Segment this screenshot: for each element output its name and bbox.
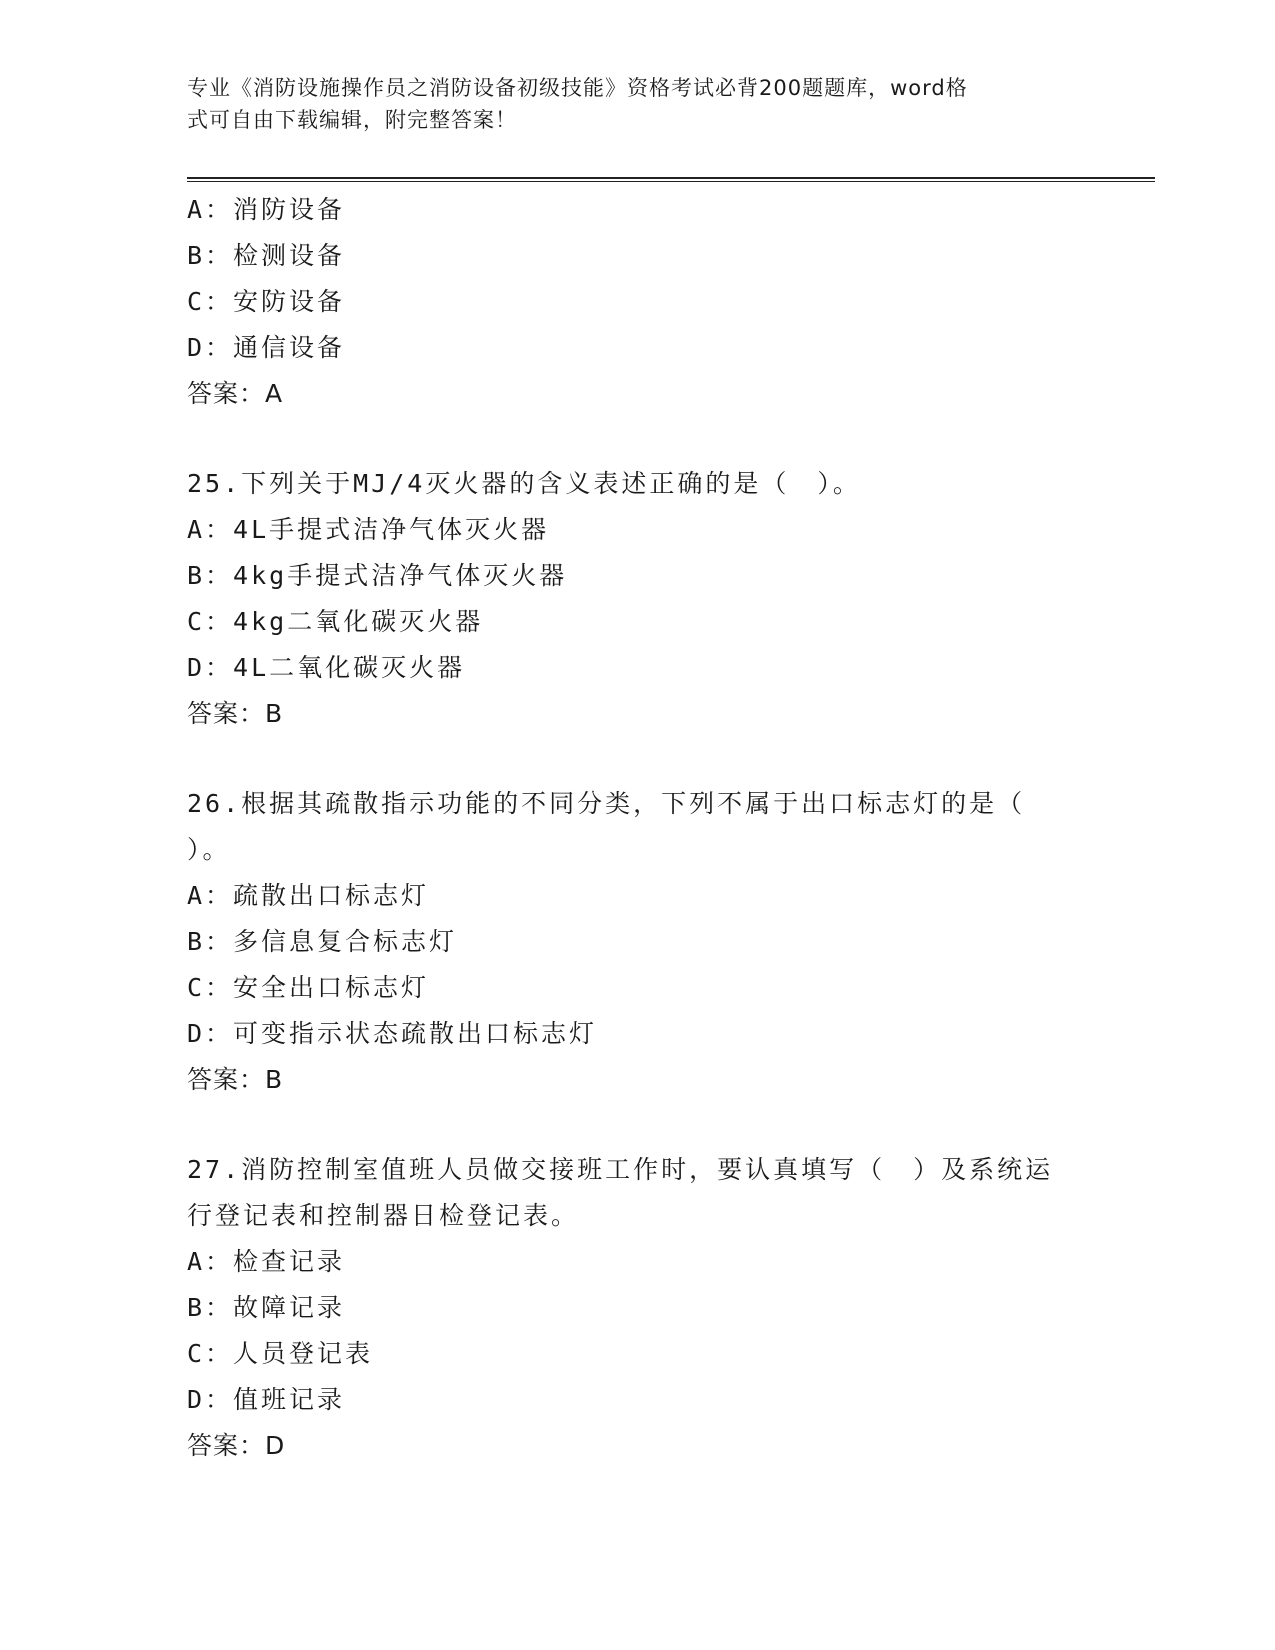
option-c: C：人员登记表 bbox=[187, 1339, 374, 1368]
answer-text: 答案：D bbox=[187, 1431, 286, 1460]
option-a: A：疏散出口标志灯 bbox=[187, 881, 430, 910]
question-text: 25.下列关于MJ/4灭火器的含义表述正确的是（ ）。 bbox=[187, 469, 861, 498]
option-c: C：安防设备 bbox=[187, 287, 346, 316]
question-text-line-2: 行登记表和控制器日检登记表。 bbox=[187, 1201, 580, 1230]
option-b: B：检测设备 bbox=[187, 241, 346, 270]
option-c: C：安全出口标志灯 bbox=[187, 973, 430, 1002]
option-d: D：可变指示状态疏散出口标志灯 bbox=[187, 1019, 598, 1048]
option-a: A：消防设备 bbox=[187, 195, 346, 224]
question-text-line-1: 27.消防控制室值班人员做交接班工作时，要认真填写（ ）及系统运 bbox=[187, 1155, 1054, 1184]
question-list bbox=[187, 187, 1087, 1469]
question-27 bbox=[187, 1147, 1087, 1469]
option-b: B：故障记录 bbox=[187, 1293, 346, 1322]
option-a: A：检查记录 bbox=[187, 1247, 346, 1276]
document-header bbox=[187, 72, 1067, 136]
option-d: D：4L二氧化碳灭火器 bbox=[187, 653, 466, 682]
option-c: C：4kg二氧化碳灭火器 bbox=[187, 607, 484, 636]
option-b: B：4kg手提式洁净气体灭火器 bbox=[187, 561, 568, 590]
question-24 bbox=[187, 187, 1087, 417]
answer-text: 答案：B bbox=[187, 1065, 284, 1094]
header-divider bbox=[187, 177, 1155, 182]
option-a: A：4L手提式洁净气体灭火器 bbox=[187, 515, 550, 544]
answer-text: 答案：A bbox=[187, 379, 284, 408]
header-line-1: 专业《消防设施操作员之消防设备初级技能》资格考试必背200题题库，word格 bbox=[187, 76, 968, 100]
question-text-line-2: ）。 bbox=[187, 835, 231, 864]
question-25 bbox=[187, 461, 1087, 737]
question-text-line-1: 26.根据其疏散指示功能的不同分类，下列不属于出口标志灯的是（ bbox=[187, 789, 1026, 818]
option-b: B：多信息复合标志灯 bbox=[187, 927, 458, 956]
header-line-2: 式可自由下载编辑，附完整答案！ bbox=[187, 108, 517, 132]
answer-text: 答案：B bbox=[187, 699, 284, 728]
option-d: D：值班记录 bbox=[187, 1385, 346, 1414]
question-26 bbox=[187, 781, 1087, 1103]
option-d: D：通信设备 bbox=[187, 333, 346, 362]
